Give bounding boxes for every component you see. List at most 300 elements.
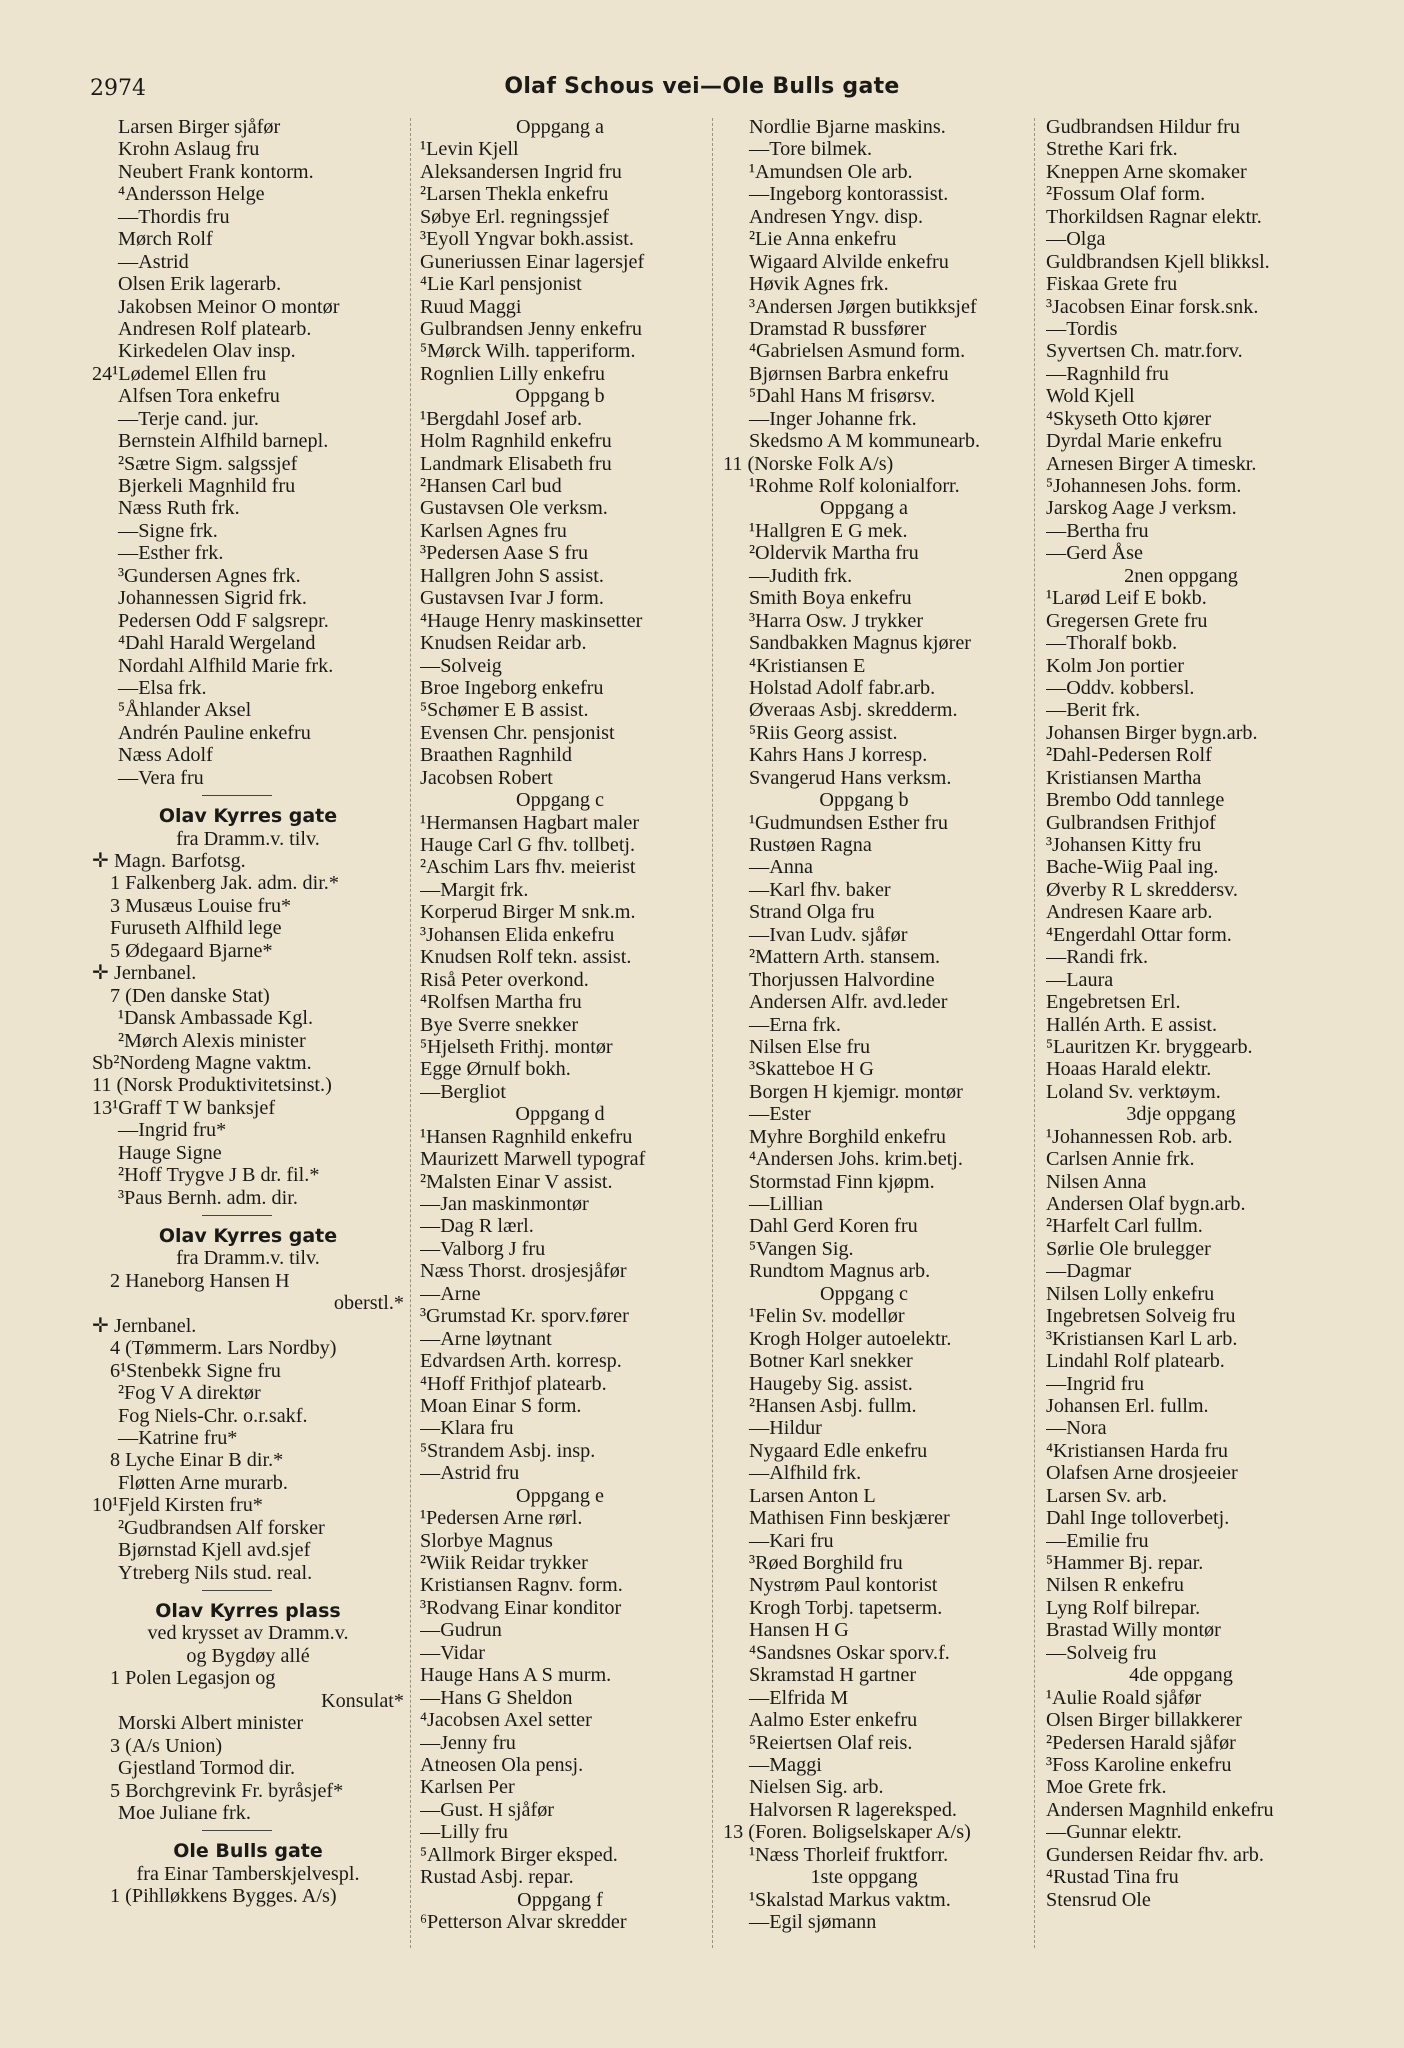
directory-entry: Fog Niels-Chr. o.r.sakf.	[118, 1404, 308, 1427]
directory-column-3	[723, 116, 1025, 1933]
directory-entry: Morski Albert minister	[118, 1712, 304, 1735]
directory-entry: Wold Kjell	[1046, 385, 1135, 408]
street-heading: Olav Kyrres plass	[155, 1600, 341, 1622]
directory-entry: —Elfrida M	[749, 1686, 849, 1709]
directory-entry: Bjørnstad Kjell avd.sjef	[118, 1539, 311, 1562]
directory-entry: ved krysset av Dramm.v.	[147, 1622, 349, 1645]
directory-entry: Andersen Magnhild enkefru	[1046, 1798, 1274, 1821]
directory-entry: fra Dramm.v. tilv.	[176, 827, 320, 850]
directory-entry: Skedsmo A M kommunearb.	[749, 430, 981, 453]
directory-entry: Gustavsen Ivar J form.	[420, 587, 604, 610]
directory-entry: Gregersen Grete fru	[1046, 609, 1208, 632]
directory-entry: ²Lie Anna enkefru	[749, 228, 897, 251]
directory-entry: Loland Sv. verktøym.	[1046, 1080, 1221, 1103]
directory-entry: Ruud Maggi	[420, 295, 522, 318]
directory-entry: ⁴Andersen Johs. krim.betj.	[749, 1148, 963, 1171]
directory-entry: ⁴Engerdahl Ottar form.	[1046, 923, 1232, 946]
directory-entry: Krogh Torbj. tapetserm.	[749, 1596, 943, 1619]
directory-entry: —Berit frk.	[1046, 699, 1141, 722]
directory-entry: —Tordis	[1046, 317, 1118, 340]
directory-entry: ✛ Magn. Barfotsg.	[92, 850, 246, 872]
stairwell-heading: Oppgang a	[819, 497, 908, 520]
directory-entry: —Ivan Ludv. sjåfør	[749, 923, 908, 946]
directory-entry: —Thoralf bokb.	[1046, 632, 1178, 655]
directory-entry: Nilsen Lolly enkefru	[1046, 1282, 1215, 1305]
directory-entry: ³Eyoll Yngvar bokh.assist.	[420, 228, 634, 251]
directory-entry: ¹Hallgren E G mek.	[749, 519, 908, 542]
directory-entry: Svangerud Hans verksm.	[749, 766, 952, 789]
directory-entry: Dyrdal Marie enkefru	[1046, 430, 1222, 453]
directory-entry: Evensen Chr. pensjonist	[420, 721, 615, 744]
directory-entry: 7 (Den danske Stat)	[110, 984, 270, 1007]
directory-entry: —Esther frk.	[118, 542, 224, 565]
directory-entry: Dahl Inge tolloverbetj.	[1046, 1507, 1230, 1530]
directory-entry: Riså Peter overkond.	[420, 968, 589, 991]
stairwell-heading: Oppgang b	[515, 385, 605, 408]
directory-entry: Nilsen R enkefru	[1046, 1574, 1184, 1597]
directory-entry: —Elsa frk.	[118, 676, 207, 699]
directory-entry: —Gerd Åse	[1046, 542, 1143, 565]
directory-entry: ⁴Rustad Tina fru	[1046, 1866, 1179, 1889]
directory-entry: Øveraas Asbj. skredderm.	[749, 699, 958, 722]
directory-entry: —Gust. H sjåfør	[420, 1798, 555, 1821]
directory-entry: —Lillian	[749, 1193, 824, 1215]
directory-entry: Olsen Birger billakkerer	[1046, 1709, 1242, 1732]
directory-entry: ²Sætre Sigm. salgssjef	[118, 452, 298, 475]
directory-entry: ²Larsen Thekla enkefru	[420, 183, 609, 206]
directory-entry: Sørlie Ole brulegger	[1046, 1237, 1211, 1260]
directory-entry: Hallgren John S assist.	[420, 564, 604, 587]
directory-entry: ²Pedersen Harald sjåfør	[1046, 1731, 1236, 1754]
directory-entry: Alfsen Tora enkefru	[118, 385, 280, 408]
directory-entry: —Maggi	[749, 1753, 822, 1776]
directory-entry: ⁴Dahl Harald Wergeland	[118, 632, 316, 655]
directory-entry: ¹Pedersen Arne rørl.	[420, 1507, 583, 1530]
directory-entry: Nordahl Alfhild Marie frk.	[118, 654, 334, 677]
directory-entry: 1 Polen Legasjon og	[110, 1667, 276, 1690]
directory-entry: Hallén Arth. E assist.	[1046, 1013, 1218, 1036]
directory-entry: ⁵Strandem Asbj. insp.	[420, 1439, 596, 1462]
directory-entry: ⁴Rolfsen Martha fru	[420, 991, 582, 1014]
directory-entry: Botner Karl snekker	[749, 1350, 913, 1373]
directory-entry: Larsen Anton L	[749, 1484, 876, 1507]
directory-entry: —Klara fru	[420, 1417, 514, 1440]
directory-entry: Dahl Gerd Koren fru	[749, 1215, 918, 1238]
directory-entry: Brembo Odd tannlege	[1046, 789, 1225, 812]
directory-entry: 11 (Norsk Produktivitetsinst.)	[92, 1074, 332, 1097]
directory-entry: Jarskog Aage J verksm.	[1046, 497, 1237, 520]
directory-entry: Bernstein Alfhild barnepl.	[118, 430, 329, 453]
directory-entry: 13¹Graff T W banksjef	[92, 1096, 276, 1119]
stairwell-heading: 3dje oppgang	[1126, 1103, 1236, 1126]
directory-entry: —Randi frk.	[1046, 946, 1149, 969]
directory-entry: —Hans G Sheldon	[420, 1686, 573, 1709]
directory-entry: ¹Amundsen Ole arb.	[749, 160, 913, 183]
directory-entry: ⁴Sandsnes Oskar sporv.f.	[749, 1641, 950, 1664]
directory-entry: 5 Ødegaard Bjarne*	[110, 939, 273, 962]
directory-entry: 2 Haneborg Hansen H	[110, 1269, 290, 1292]
directory-entry: Sb²Nordeng Magne vaktm.	[92, 1051, 312, 1074]
directory-entry: ⁵Vangen Sig.	[749, 1237, 854, 1260]
directory-entry: Bye Sverre snekker	[420, 1013, 579, 1036]
directory-entry: ⁵Lauritzen Kr. bryggearb.	[1046, 1035, 1253, 1058]
directory-entry: —Signe frk.	[118, 519, 218, 542]
directory-entry: Mathisen Finn beskjærer	[749, 1507, 950, 1530]
directory-entry: —Ingrid fru	[1046, 1372, 1145, 1395]
directory-entry: —Dag R lærl.	[420, 1215, 534, 1238]
street-heading: Olav Kyrres gate	[158, 1225, 338, 1247]
directory-entry: Gulbrandsen Jenny enkefru	[420, 317, 642, 340]
directory-entry: Lindahl Rolf platearb.	[1046, 1350, 1225, 1373]
directory-entry: ⁴Kristiansen Harda fru	[1046, 1439, 1228, 1462]
directory-entry: Landmark Elisabeth fru	[420, 452, 612, 475]
directory-entry: —Gudrun	[420, 1619, 502, 1642]
directory-entry: Engebretsen Erl.	[1046, 991, 1181, 1014]
directory-entry: Andresen Rolf platearb.	[118, 317, 312, 340]
directory-entry: Syvertsen Ch. matr.forv.	[1046, 340, 1243, 363]
directory-entry: 11 (Norske Folk A/s)	[723, 452, 894, 475]
stairwell-heading: Oppgang a	[515, 116, 604, 138]
page-number: 2974	[90, 76, 146, 101]
directory-entry: ³Kristiansen Karl L arb.	[1046, 1327, 1238, 1350]
directory-entry: Pedersen Odd F salgsrepr.	[118, 609, 329, 632]
directory-entry: 13 (Foren. Boligselskaper A/s)	[723, 1821, 971, 1844]
directory-entry: Halvorsen R lagereksped.	[749, 1798, 957, 1821]
section-rule	[92, 1824, 404, 1836]
directory-entry: ³Andersen Jørgen butikksjef	[749, 295, 977, 318]
directory-entry: Smith Boya enkefru	[749, 587, 912, 610]
directory-entry: Søbye Erl. regningssjef	[420, 205, 609, 228]
directory-entry: Gustavsen Ole verksm.	[420, 497, 608, 520]
directory-entry: —Inger Johanne frk.	[749, 407, 917, 430]
directory-entry: Moan Einar S form.	[420, 1394, 582, 1417]
directory-entry: —Astrid fru	[420, 1462, 520, 1485]
directory-entry: Brastad Willy montør	[1046, 1619, 1221, 1642]
directory-entry: Sandbakken Magnus kjører	[749, 632, 972, 655]
directory-entry: Krohn Aslaug fru	[118, 138, 260, 161]
directory-entry: —Egil sjømann	[749, 1911, 877, 1933]
directory-entry: —Solveig fru	[1046, 1641, 1157, 1664]
directory-entry: og Bygdøy allé	[186, 1644, 310, 1667]
directory-entry: Olsen Erik lagerarb.	[118, 273, 282, 296]
directory-entry: —Hildur	[749, 1417, 822, 1440]
directory-entry: Øverby R L skreddersv.	[1046, 878, 1238, 901]
directory-entry: ⁴Lie Karl pensjonist	[420, 273, 582, 296]
directory-entry: Hauge Signe	[118, 1141, 222, 1164]
directory-entry: Rustøen Ragna	[749, 834, 872, 856]
directory-entry: Nielsen Sig. arb.	[749, 1776, 884, 1799]
directory-entry: ³Johansen Elida enkefru	[420, 923, 615, 946]
directory-entry: 24¹Lødemel Ellen fru	[92, 362, 267, 385]
directory-entry: Mørch Rolf	[118, 228, 213, 251]
directory-entry: —Bergliot	[420, 1080, 506, 1103]
directory-entry: —Judith frk.	[749, 564, 853, 587]
directory-entry: ⁴Skyseth Otto kjører	[1046, 407, 1212, 430]
directory-entry: Hoaas Harald elektr.	[1046, 1058, 1212, 1081]
directory-entry: ¹Levin Kjell	[420, 138, 519, 161]
directory-entry: Strethe Kari frk.	[1046, 138, 1178, 161]
directory-entry: Kristiansen Ragnv. form.	[420, 1574, 623, 1597]
directory-entry: Kneppen Arne skomaker	[1046, 160, 1247, 183]
street-heading: Olav Kyrres gate	[158, 805, 338, 828]
directory-entry: 10¹Fjeld Kirsten fru*	[92, 1494, 263, 1517]
directory-entry: Gulbrandsen Frithjof	[1046, 811, 1216, 834]
directory-entry: ⁴Jacobsen Axel setter	[420, 1709, 592, 1732]
directory-entry: fra Einar Tamberskjelvespl.	[136, 1862, 360, 1885]
directory-entry: —Nora	[1046, 1417, 1107, 1440]
directory-entry: —Thordis fru	[118, 205, 230, 228]
directory-entry: —Astrid	[118, 250, 189, 273]
directory-entry: Hansen H G	[749, 1619, 849, 1642]
directory-entry: —Gunnar elektr.	[1046, 1821, 1182, 1844]
directory-entry: Fiskaa Grete fru	[1046, 273, 1178, 296]
directory-entry: ¹Dansk Ambassade Kgl.	[118, 1007, 314, 1030]
directory-entry: ⁴Hoff Frithjof platearb.	[420, 1372, 607, 1395]
page-title: Olaf Schous vei—Ole Bulls gate	[504, 74, 900, 99]
directory-entry: ³Johansen Kitty fru	[1046, 834, 1202, 856]
directory-entry: ²Harfelt Carl fullm.	[1046, 1215, 1203, 1238]
directory-entry: ⁵Hammer Bj. repar.	[1046, 1552, 1204, 1574]
directory-entry: Johannessen Sigrid frk.	[118, 587, 307, 610]
directory-entry: —Alfhild frk.	[749, 1462, 862, 1485]
directory-entry: Nilsen Else fru	[749, 1035, 871, 1058]
directory-entry: Nordlie Bjarne maskins.	[749, 116, 946, 138]
directory-entry: Kirkedelen Olav insp.	[118, 340, 296, 363]
directory-entry: Stormstad Finn kjøpm.	[749, 1170, 935, 1193]
directory-entry: Skramstad H gartner	[749, 1664, 917, 1687]
directory-entry: ¹Felin Sv. modellør	[749, 1305, 905, 1328]
directory-entry: ³Jacobsen Einar forsk.snk.	[1046, 295, 1259, 318]
directory-entry: Nystrøm Paul kontorist	[749, 1574, 938, 1597]
directory-entry: Nilsen Anna	[1046, 1170, 1147, 1193]
directory-entry: Krogh Holger autoelektr.	[749, 1327, 952, 1350]
directory-entry: —Oddv. kobbersl.	[1046, 676, 1195, 699]
directory-entry: Ytreberg Nils stud. real.	[118, 1561, 313, 1584]
directory-entry: ²Fog V A direktør	[118, 1382, 261, 1405]
directory-entry: Neubert Frank kontorm.	[118, 160, 314, 183]
stairwell-heading: Oppgang c	[515, 789, 604, 812]
directory-entry: —Tore bilmek.	[749, 138, 873, 161]
directory-entry: —Karl fhv. baker	[749, 878, 891, 901]
directory-entry: ⁴Andersson Helge	[118, 183, 265, 206]
directory-entry: Strand Olga fru	[749, 901, 875, 924]
directory-entry: Myhre Borghild enkefru	[749, 1125, 946, 1148]
directory-entry: ⁵Reiertsen Olaf reis.	[749, 1731, 913, 1754]
directory-entry: Konsulat*	[321, 1689, 404, 1712]
directory-entry: ¹Aulie Roald sjåfør	[1046, 1686, 1202, 1709]
directory-entry: —Jenny fru	[420, 1731, 516, 1754]
directory-entry: ⁴Gabrielsen Asmund form.	[749, 340, 966, 363]
directory-entry: ³Foss Karoline enkefru	[1046, 1753, 1232, 1776]
directory-entry: Andresen Yngv. disp.	[749, 205, 923, 228]
directory-entry: ³Rodvang Einar konditor	[420, 1596, 622, 1619]
directory-entry: ²Dahl-Pedersen Rolf	[1046, 744, 1212, 767]
directory-entry: Guldbrandsen Kjell blikksl.	[1046, 250, 1270, 273]
stairwell-heading: Oppgang c	[819, 1282, 908, 1305]
directory-entry: ⁵Åhlander Aksel	[118, 699, 252, 722]
directory-entry: —Laura	[1046, 968, 1114, 991]
directory-entry: —Arne løytnant	[420, 1327, 552, 1350]
directory-entry: Kahrs Hans J korresp.	[749, 744, 928, 767]
directory-entry: ⁵Johannesen Johs. form.	[1046, 475, 1242, 497]
directory-entry: —Bertha fru	[1046, 519, 1149, 542]
directory-entry: Carlsen Annie frk.	[1046, 1148, 1195, 1171]
directory-entry: ²Wiik Reidar trykker	[420, 1552, 588, 1574]
directory-entry: —Ingeborg kontorassist.	[749, 183, 949, 206]
directory-entry: Slorbye Magnus	[420, 1529, 553, 1552]
directory-entry: ¹Bergdahl Josef arb.	[420, 407, 583, 430]
directory-entry: ¹Næss Thorleif fruktforr.	[749, 1843, 949, 1866]
directory-entry: ⁴Hauge Henry maskinsetter	[420, 609, 643, 632]
directory-entry: Bjerkeli Magnhild fru	[118, 475, 296, 497]
directory-entry: Gundersen Reidar fhv. arb.	[1046, 1843, 1264, 1866]
directory-entry: Kolm Jon portier	[1046, 654, 1184, 677]
directory-entry: Maurizett Marwell typograf	[420, 1148, 646, 1171]
directory-entry: Holstad Adolf fabr.arb.	[749, 676, 936, 699]
directory-entry: —Dagmar	[1046, 1260, 1132, 1283]
directory-entry: 6¹Stenbekk Signe fru	[110, 1359, 281, 1382]
directory-entry: ⁵Schømer E B assist.	[420, 699, 589, 722]
directory-entry: ¹Gudmundsen Esther fru	[749, 811, 948, 834]
directory-entry: Stensrud Ole	[1046, 1888, 1151, 1911]
directory-entry: Karlsen Per	[420, 1776, 515, 1799]
stairwell-heading: Oppgang f	[517, 1888, 603, 1911]
directory-entry: ²Oldervik Martha fru	[749, 542, 919, 565]
directory-entry: Olafsen Arne drosjeeier	[1046, 1462, 1238, 1485]
directory-entry: Korperud Birger M snk.m.	[420, 901, 636, 924]
directory-entry: ²Fossum Olaf form.	[1046, 183, 1206, 206]
directory-entry: Lyng Rolf bilrepar.	[1046, 1596, 1201, 1619]
stairwell-heading: Oppgang b	[819, 789, 909, 812]
directory-entry: —Terje cand. jur.	[118, 407, 259, 430]
directory-entry: ⁵Riis Georg assist.	[749, 721, 898, 744]
directory-entry: ⁶Petterson Alvar skredder	[420, 1911, 627, 1933]
directory-entry: ²Gudbrandsen Alf forsker	[118, 1516, 325, 1539]
directory-entry: —Margit frk.	[420, 878, 529, 901]
directory-entry: Arnesen Birger A timeskr.	[1046, 452, 1257, 475]
directory-entry: Holm Ragnhild enkefru	[420, 430, 612, 453]
directory-entry: Ingebretsen Solveig fru	[1046, 1305, 1236, 1328]
directory-entry: Andersen Alfr. avd.leder	[749, 991, 948, 1014]
directory-entry: fra Dramm.v. tilv.	[176, 1247, 320, 1270]
directory-entry: ³Gundersen Agnes frk.	[118, 564, 301, 587]
directory-entry: Moe Grete frk.	[1046, 1776, 1167, 1799]
directory-entry: ³Røed Borghild fru	[749, 1552, 903, 1574]
directory-entry: —Valborg J fru	[420, 1237, 546, 1260]
directory-entry: ²Hoff Trygve J B dr. fil.*	[118, 1164, 320, 1187]
directory-entry: 8 Lyche Einar B dir.*	[110, 1449, 284, 1472]
directory-entry: ³Skatteboe H G	[749, 1058, 874, 1081]
directory-entry: —Anna	[749, 856, 813, 879]
directory-entry: 1 Falkenberg Jak. adm. dir.*	[110, 872, 339, 895]
directory-entry: 5 Borchgrevink Fr. byråsjef*	[110, 1779, 344, 1802]
directory-entry: Hauge Carl G fhv. tollbetj.	[420, 834, 636, 856]
directory-entry: Knudsen Reidar arb.	[420, 632, 587, 655]
directory-column-1	[92, 116, 404, 1908]
directory-entry: 4 (Tømmerm. Lars Nordby)	[110, 1337, 337, 1360]
directory-entry: —Vidar	[420, 1641, 485, 1664]
directory-entry: ³Pedersen Aase S fru	[420, 542, 589, 565]
directory-entry: 3 Musæus Louise fru*	[110, 894, 292, 917]
directory-entry: —Vera fru	[118, 766, 204, 789]
directory-entry: ⁵Dahl Hans M frisørsv.	[749, 385, 936, 408]
directory-entry: ²Mattern Arth. stansem.	[749, 946, 941, 969]
directory-entry: 3 (A/s Union)	[110, 1734, 223, 1757]
directory-entry: ¹Hermansen Hagbart maler	[420, 811, 640, 834]
directory-entry: Dramstad R bussfører	[749, 317, 927, 340]
directory-entry: Jakobsen Meinor O montør	[118, 295, 340, 318]
section-rule	[92, 1584, 404, 1596]
directory-entry: ¹Rohme Rolf kolonialforr.	[749, 475, 960, 497]
directory-entry: Thorkildsen Ragnar elektr.	[1046, 205, 1262, 228]
directory-entry: 1 (Pihlløkkens Bygges. A/s)	[110, 1885, 337, 1908]
directory-entry: ⁵Mørck Wilh. tapperiform.	[420, 340, 636, 363]
directory-entry: —Lilly fru	[420, 1821, 509, 1844]
directory-entry: Rustad Asbj. repar.	[420, 1866, 574, 1889]
directory-entry: Larsen Sv. arb.	[1046, 1484, 1167, 1507]
column-divider	[1034, 118, 1035, 1948]
directory-entry: Aleksandersen Ingrid fru	[420, 160, 622, 183]
page-header	[90, 70, 1314, 110]
column-divider	[410, 118, 411, 1948]
section-rule	[92, 789, 404, 801]
directory-entry: ²Aschim Lars fhv. meierist	[420, 856, 636, 879]
directory-entry: ⁵Hjelseth Frithj. montør	[420, 1035, 613, 1058]
directory-entry: Fløtten Arne murarb.	[118, 1471, 288, 1494]
directory-entry: Kristiansen Martha	[1046, 766, 1202, 789]
directory-entry: Jacobsen Robert	[420, 766, 553, 789]
stairwell-heading: 1ste oppgang	[810, 1866, 918, 1889]
stairwell-heading: Oppgang e	[515, 1484, 604, 1507]
directory-entry: Larsen Birger sjåfør	[118, 116, 281, 138]
directory-entry: —Ester	[749, 1103, 811, 1126]
directory-entry: Høvik Agnes frk.	[749, 273, 889, 296]
stairwell-heading: 2nen oppgang	[1124, 564, 1238, 587]
directory-entry: ³Grumstad Kr. sporv.fører	[420, 1305, 629, 1328]
directory-entry: oberstl.*	[333, 1292, 404, 1315]
street-heading: Ole Bulls gate	[173, 1840, 323, 1863]
directory-entry: Karlsen Agnes fru	[420, 519, 567, 542]
directory-entry: Moe Juliane frk.	[118, 1801, 251, 1824]
directory-entry: Broe Ingeborg enkefru	[420, 676, 604, 699]
directory-entry: ²Hansen Carl bud	[420, 475, 562, 497]
directory-entry: Knudsen Rolf tekn. assist.	[420, 946, 632, 969]
directory-entry: Edvardsen Arth. korresp.	[420, 1350, 622, 1373]
directory-entry: Næss Ruth frk.	[118, 497, 240, 520]
directory-entry: ⁵Allmork Birger eksped.	[420, 1843, 618, 1866]
directory-entry: —Kari fru	[749, 1529, 834, 1552]
directory-entry: Bjørnsen Barbra enkefru	[749, 362, 949, 385]
directory-column-4	[1046, 116, 1336, 1911]
directory-entry: Braathen Ragnhild	[420, 744, 572, 767]
directory-entry: Hauge Hans A S murm.	[420, 1664, 612, 1687]
directory-entry: Andrén Pauline enkefru	[118, 721, 311, 744]
stairwell-heading: 4de oppgang	[1129, 1664, 1233, 1687]
directory-entry: Rundtom Magnus arb.	[749, 1260, 931, 1283]
directory-entry: ¹Johannessen Rob. arb.	[1046, 1125, 1233, 1148]
directory-entry: Gjestland Tormod dir.	[118, 1757, 296, 1780]
directory-entry: Furuseth Alfhild lege	[110, 917, 282, 940]
directory-entry: Andersen Olaf bygn.arb.	[1046, 1193, 1246, 1215]
directory-entry: Atneosen Ola pensj.	[420, 1753, 584, 1776]
directory-entry: ✛ Jernbanel.	[92, 1314, 197, 1337]
directory-entry: —Solveig	[420, 654, 502, 677]
directory-entry: ³Harra Osw. J trykker	[749, 609, 924, 632]
directory-entry: ¹Hansen Ragnhild enkefru	[420, 1125, 633, 1148]
directory-entry: ✛ Jernbanel.	[92, 962, 197, 985]
directory-entry: Nygaard Edle enkefru	[749, 1439, 928, 1462]
directory-entry: —Erna frk.	[749, 1013, 841, 1036]
